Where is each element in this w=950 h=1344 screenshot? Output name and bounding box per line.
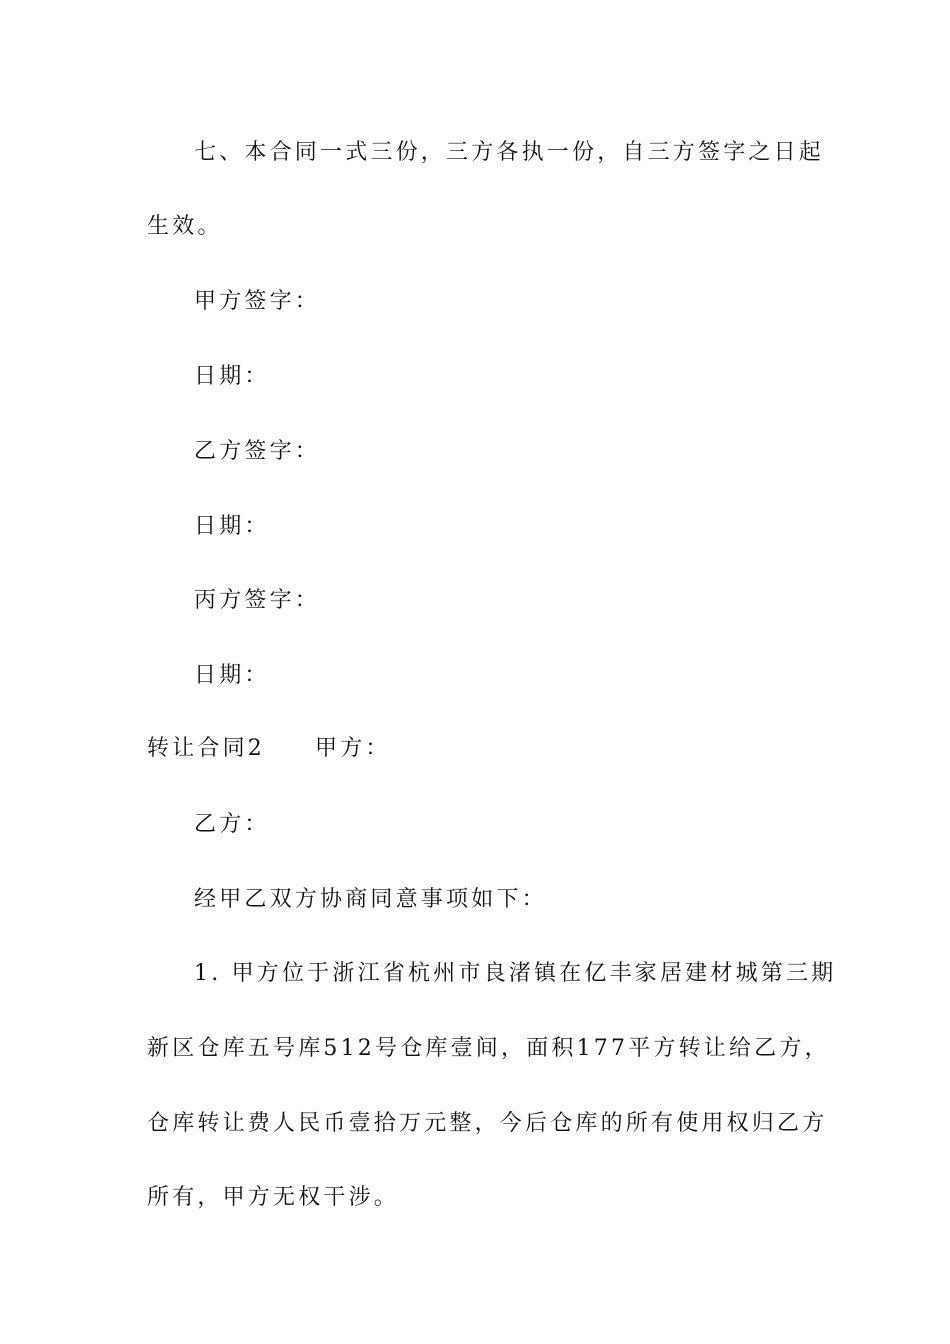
party-b-date-label: 日期： [194, 514, 270, 539]
party-c-signature-label: 丙方签字： [194, 588, 321, 613]
contract2-party-b: 乙方： [194, 812, 270, 837]
contract2-item1-line3: 仓库转让费人民币壹拾万元整，今后仓库的所有使用权归乙方 [147, 1111, 828, 1136]
party-c-date-label: 日期： [194, 663, 270, 688]
contract2-item1-line2: 新区仓库五号库512号仓库壹间，面积177平方转让给乙方， [147, 1036, 830, 1061]
contract2-title: 转让合同2 [147, 736, 265, 761]
contract2-heading-row [147, 734, 807, 764]
party-a-signature-label: 甲方签字： [194, 289, 321, 314]
contract2-agreement-intro: 经甲乙双方协商同意事项如下： [194, 887, 547, 912]
clause-seven-line2: 生效。 [147, 214, 223, 239]
contract2-item1-line4: 所有，甲方无权干涉。 [147, 1185, 400, 1210]
contract2-party-a: 甲方： [315, 736, 391, 761]
party-a-date-label: 日期： [194, 364, 270, 389]
party-b-signature-label: 乙方签字： [194, 439, 321, 464]
clause-seven-line1: 七、本合同一式三份，三方各执一份，自三方签字之日起 [194, 140, 825, 165]
contract2-item1-line1: 1. 甲方位于浙江省杭州市良渚镇在亿丰家居建材城第三期 [194, 961, 837, 986]
